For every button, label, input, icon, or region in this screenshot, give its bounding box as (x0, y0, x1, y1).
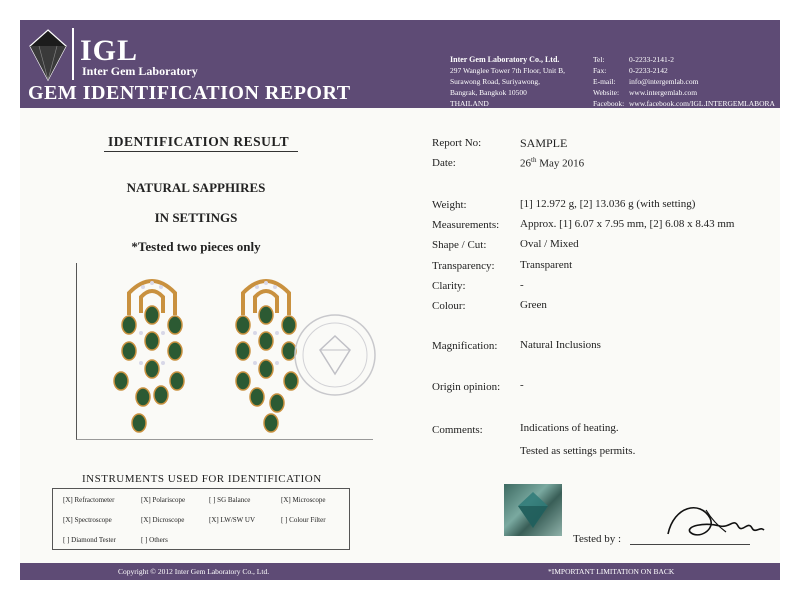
magnification-label: Magnification: (432, 340, 498, 352)
comment-line-2: Tested as settings permits. (520, 445, 636, 457)
copyright-prefix: Copyright (118, 567, 149, 576)
instrument-others (141, 536, 168, 544)
checkbox-mark: [X] (63, 496, 73, 504)
contact-value: www.intergemlab.com (629, 88, 698, 97)
limitation-notice: *IMPORTANT LIMITATION ON BACK (548, 567, 675, 576)
date-value (520, 156, 584, 170)
contact-value: www.facebook.com/IGL.INTERGEMLABORA (629, 99, 775, 108)
checkbox-mark: [ ] (141, 536, 148, 544)
date-label: Date: (432, 157, 456, 169)
instrument-polariscope (141, 496, 185, 504)
address-line: 297 Wanglee Tower 7th Floor, Unit B, (450, 66, 565, 75)
handwritten-signature (660, 496, 770, 546)
instruments-heading: INSTRUMENTS USED FOR IDENTIFICATION (82, 473, 322, 485)
contact-row-tel (593, 54, 775, 65)
result-line-1: NATURAL SAPPHIRES (126, 180, 266, 195)
company-name: Inter Gem Laboratory Co., Ltd. (450, 55, 560, 64)
comment-line-1: Indications of heating. (520, 422, 619, 434)
report-title: GEM IDENTIFICATION REPORT (28, 82, 351, 104)
contact-value: 0-2233-2141-2 (629, 55, 674, 64)
result-line-3: *Tested two pieces only (131, 239, 261, 254)
instrument-diamond-tester (63, 536, 116, 544)
logo-divider (72, 28, 74, 80)
address-line: Bangrak, Bangkok 10500 (450, 88, 527, 97)
instrument-microscope (281, 496, 326, 504)
address-line: Surawong Road, Suriyawong, (450, 77, 540, 86)
transparency-label: Transparency: (432, 260, 495, 272)
instrument-colour-filter (281, 516, 326, 524)
hologram-sticker (504, 484, 562, 536)
date-day: 26 (520, 157, 531, 170)
transparency-value: Transparent (520, 259, 573, 271)
brand-name: IGL (80, 34, 139, 67)
shape-label: Shape / Cut: (432, 239, 487, 251)
instrument-lw-sw-uv (209, 516, 255, 524)
address-line: THAILAND (450, 99, 489, 108)
report-no-label: Report No: (432, 137, 482, 149)
contact-row-facebook (593, 98, 775, 109)
instrument-label: Refractometer (74, 496, 115, 504)
contact-row-email (593, 76, 775, 87)
instrument-label: Dicroscope (152, 516, 185, 524)
embossed-seal-icon (292, 312, 378, 398)
instrument-refractometer (63, 496, 115, 504)
magnification-value: Natural Inclusions (520, 339, 601, 351)
contact-label: Fax: (593, 66, 607, 75)
colour-label: Colour: (432, 300, 466, 312)
footer-band (20, 563, 780, 580)
shape-value: Oval / Mixed (520, 238, 579, 250)
instrument-label: Others (149, 536, 168, 544)
checkbox-mark: [X] (281, 496, 291, 504)
tested-by-label: Tested by : (573, 533, 622, 545)
contact-info (593, 54, 775, 109)
origin-value: - (520, 379, 524, 391)
copyright-symbol: © (150, 567, 156, 576)
clarity-label: Clarity: (432, 280, 466, 292)
certificate (20, 20, 780, 580)
identification-result-heading: IDENTIFICATION RESULT (108, 134, 290, 149)
checkbox-mark: [ ] (281, 516, 288, 524)
copyright-text: 2012 Inter Gem Laboratory Co., Ltd. (157, 567, 270, 576)
checkbox-mark: [ ] (63, 536, 70, 544)
date-suffix: th (531, 156, 537, 164)
instrument-sg-balance (209, 496, 250, 504)
checkbox-mark: [X] (209, 516, 219, 524)
weight-value: [1] 12.972 g, [2] 13.036 g (with setting) (520, 198, 696, 210)
instrument-label: SG Balance (217, 496, 251, 504)
company-address (450, 54, 565, 109)
signature-line (630, 544, 750, 545)
measurements-value: Approx. [1] 6.07 x 7.95 mm, [2] 6.08 x 8.43 mm (520, 218, 735, 230)
heading-underline (104, 151, 298, 152)
contact-label: Tel: (593, 55, 605, 64)
contact-value: 0-2233-2142 (629, 66, 668, 75)
instrument-spectroscope (63, 516, 112, 524)
result-line-2: IN SETTINGS (154, 210, 238, 225)
contact-label: Facebook: (593, 99, 625, 108)
comments-label: Comments: (432, 424, 483, 436)
instrument-label: Diamond Tester (71, 536, 116, 544)
measurements-label: Measurements: (432, 219, 500, 231)
instrument-label: Spectroscope (74, 516, 112, 524)
checkbox-mark: [X] (141, 516, 151, 524)
report-no-value: SAMPLE (520, 136, 568, 150)
contact-row-website (593, 87, 775, 98)
checkbox-mark: [ ] (209, 496, 216, 504)
instrument-label: Colour Filter (289, 516, 326, 524)
brand-subtitle: Inter Gem Laboratory (82, 64, 198, 78)
header-band (20, 20, 780, 108)
contact-value: info@intergemlab.com (629, 77, 699, 86)
gem-logo-icon (26, 28, 70, 82)
contact-label: E-mail: (593, 77, 616, 86)
copyright-notice (118, 567, 269, 576)
checkbox-mark: [X] (141, 496, 151, 504)
instrument-label: Microscope (292, 496, 326, 504)
weight-label: Weight: (432, 199, 467, 211)
date-month-year: May 2016 (536, 157, 585, 170)
instrument-label: LW/SW UV (220, 516, 256, 524)
contact-label: Website: (593, 88, 620, 97)
colour-value: Green (520, 299, 547, 311)
instruments-box (52, 488, 350, 550)
checkbox-mark: [X] (63, 516, 73, 524)
instrument-dicroscope (141, 516, 184, 524)
clarity-value: - (520, 279, 524, 291)
instrument-label: Polariscope (152, 496, 186, 504)
contact-row-fax (593, 65, 775, 76)
origin-label: Origin opinion: (432, 381, 501, 393)
hologram-gem-icon (504, 484, 562, 536)
